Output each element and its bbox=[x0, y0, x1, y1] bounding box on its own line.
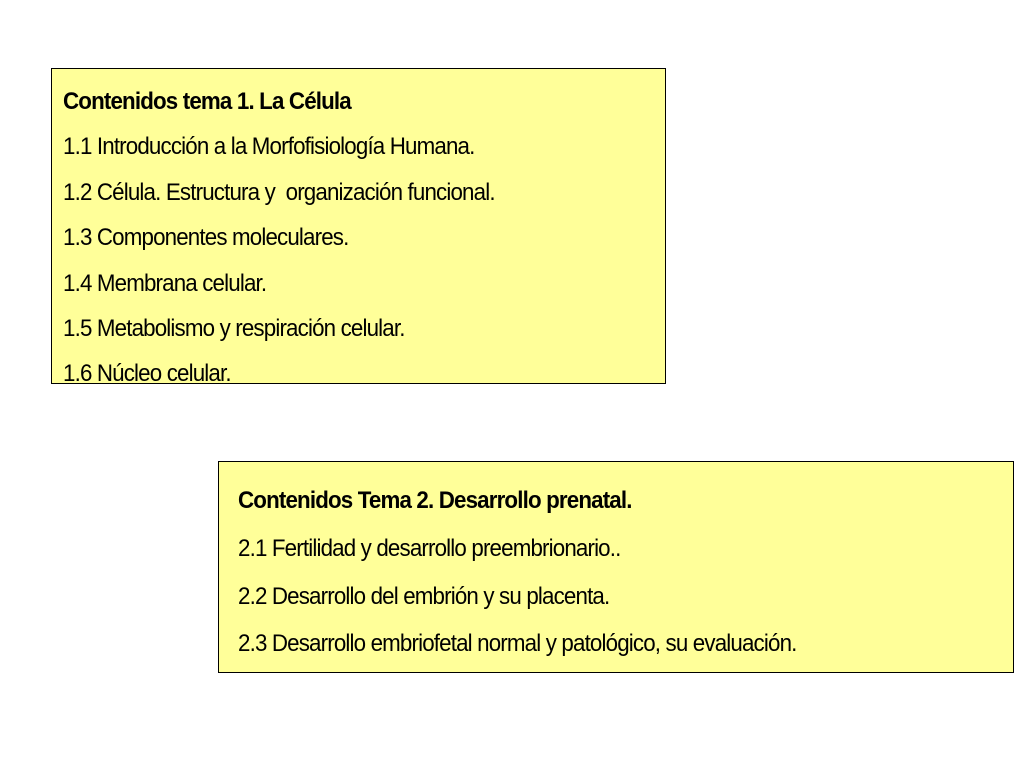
topic-2-item: 2.1 Fertilidad y desarrollo preembrionario.. bbox=[238, 534, 621, 562]
topic-2-heading: Contenidos Tema 2. Desarrollo prenatal. bbox=[238, 487, 632, 514]
topic-2-item: 2.3 Desarrollo embriofetal normal y patológico, su evaluación. bbox=[238, 630, 797, 658]
topic-1-item: 1.5 Metabolismo y respiración celular. bbox=[63, 314, 405, 342]
topic-1-item: 1.1 Introducción a la Morfofisiología Humana. bbox=[63, 133, 475, 161]
topic-1-item: 1.6 Núcleo celular. bbox=[63, 360, 231, 388]
topic-1-item: 1.2 Célula. Estructura y organización funcional. bbox=[63, 178, 495, 206]
topic-1-heading: Contenidos tema 1. La Célula bbox=[63, 88, 351, 115]
topic-1-item: 1.3 Componentes moleculares. bbox=[63, 224, 349, 252]
topic-1-contents-box bbox=[51, 68, 666, 388]
topic-1-item: 1.4 Membrana celular. bbox=[63, 269, 267, 297]
topic-2-item: 2.2 Desarrollo del embrión y su placenta. bbox=[238, 582, 610, 610]
topic-2-contents-box bbox=[218, 461, 1014, 673]
